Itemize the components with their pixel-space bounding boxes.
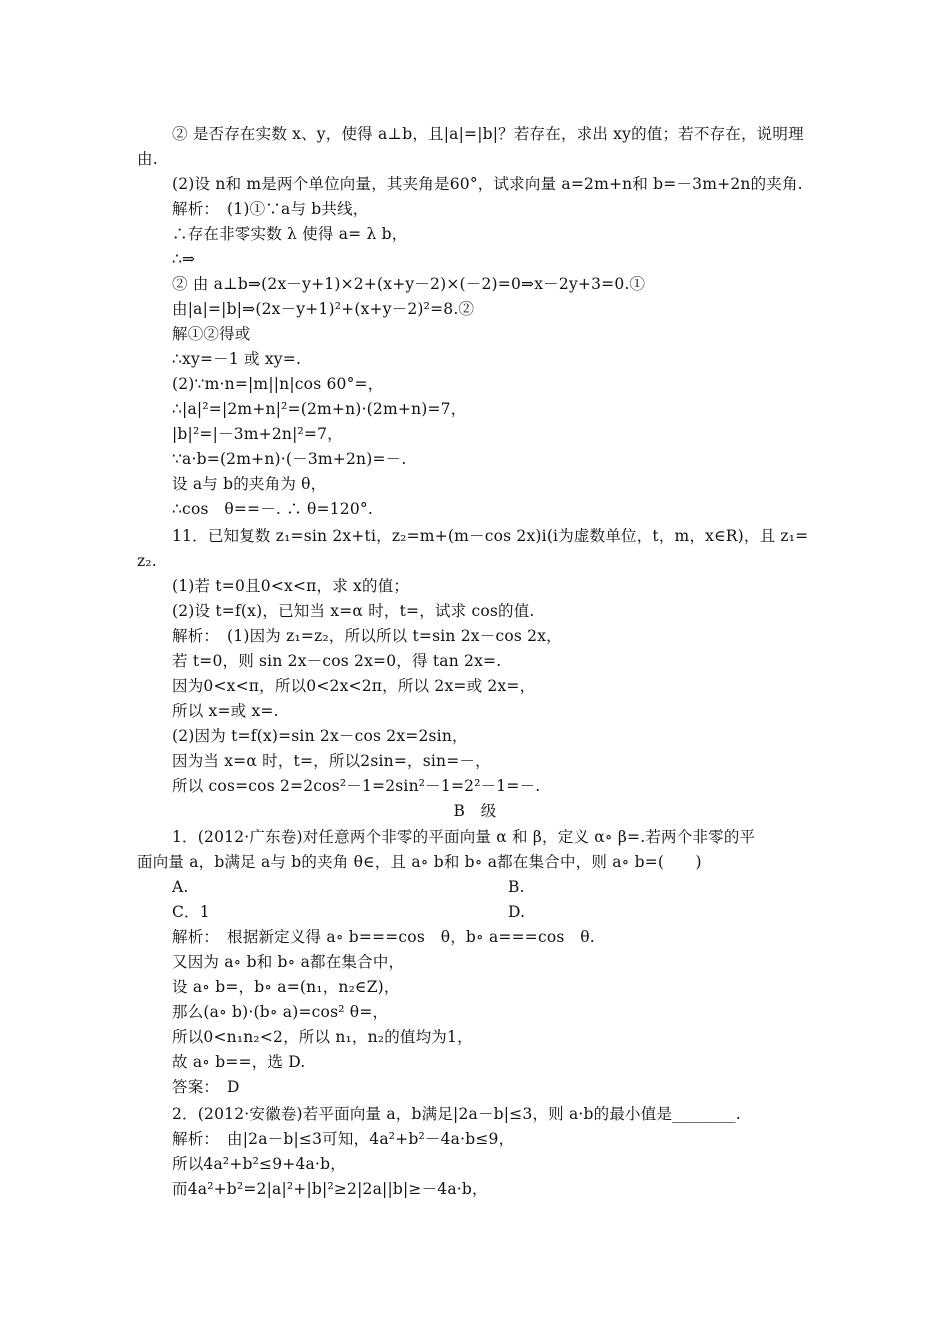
text-line: 解①②得或 <box>172 325 251 343</box>
text-line: z₂. <box>137 552 157 570</box>
text-line: 那么(a∘ b)·(b∘ a)=cos² θ=， <box>172 1003 389 1021</box>
text-line: 设 a∘ b=，b∘ a=(n₁，n₂∈Z)， <box>172 978 400 996</box>
text-line: 故 a∘ b==，选 D. <box>172 1053 306 1071</box>
text-line: 11．已知复数 z₁=sin 2x+ti，z₂=m+(m－cos 2x)i(i为虚数单位，t，m，x∈R)，且 z₁= <box>172 527 809 545</box>
text-line: 而4a²+b²=2|a|²+|b|²≥2|2a||b|≥－4a·b， <box>172 1180 488 1198</box>
text-line: 解析： (1)①∵a与 b共线， <box>172 200 369 218</box>
text-line: (2)设 t=f(x)，已知当 x=α 时，t=，试求 cos的值. <box>172 602 535 620</box>
option-b: B. <box>508 878 525 896</box>
text-line: 2．(2012·安徽卷)若平面向量 a，b满足|2a－b|≤3，则 a·b的最小值是________. <box>172 1105 741 1123</box>
text-line: 1．(2012·广东卷)对任意两个非零的平面向量 α 和 β，定义 α∘ β=.若两个非零的平 <box>172 828 756 846</box>
option-c: C．1 <box>172 903 210 921</box>
text-line: ∴xy=－1 或 xy=. <box>172 350 302 368</box>
text-line: 所以 cos=cos 2=2cos²－1=2sin²－1=2²－1=－. <box>172 777 541 795</box>
text-line: ∵a·b=(2m+n)·(－3m+2n)=－. <box>172 450 407 468</box>
text-line: (2)∵m·n=|m||n|cos 60°=， <box>172 375 384 393</box>
text-line: ② 是否存在实数 x、y，使得 a⊥b，且|a|=|b|？若存在，求出 xy的值；若不存在，说明理 <box>172 125 804 143</box>
option-a: A. <box>172 878 189 896</box>
text-line: 又因为 a∘ b和 b∘ a都在集合中， <box>172 953 405 971</box>
text-line: 面向量 a，b满足 a与 b的夹角 θ∈，且 a∘ b和 b∘ a都在集合中，则 a∘ b=( ) <box>137 853 702 871</box>
text-line: ∴⇒ <box>172 250 196 268</box>
text-line: 因为0<x<π，所以0<2x<2π，所以 2x=或 2x=， <box>172 677 536 695</box>
text-line: 由. <box>137 150 158 168</box>
text-line: 解析： 根据新定义得 a∘ b===cos θ，b∘ a===cos θ. <box>172 928 595 946</box>
text-line: 所以 x=或 x=. <box>172 702 279 720</box>
text-line: ∴cos θ==－. ∴ θ=120°. <box>172 500 373 518</box>
text-line: 答案： D <box>172 1078 240 1096</box>
text-line: 所以4a²+b²≤9+4a·b， <box>172 1155 346 1173</box>
text-line: (2)因为 t=f(x)=sin 2x－cos 2x=2sin， <box>172 727 468 745</box>
text-line: ② 由 a⊥b⇒(2x－y+1)×2+(x+y－2)×(－2)=0⇒x－2y+3=0.① <box>172 275 646 293</box>
text-line: 因为当 x=α 时，t=，所以2sin=，sin=－， <box>172 752 491 770</box>
text-line: ∴|a|²=|2m+n|²=(2m+n)·(2m+n)=7， <box>172 400 467 418</box>
text-line: 设 a与 b的夹角为 θ， <box>172 475 327 493</box>
text-line: 解析： 由|2a－b|≤3可知，4a²+b²－4a·b≤9， <box>172 1130 515 1148</box>
text-line: (1)若 t=0且0<x<π，求 x的值； <box>172 577 410 595</box>
text-line: 解析： (1)因为 z₁=z₂，所以所以 t=sin 2x－cos 2x， <box>172 627 562 645</box>
section-heading: B 级 <box>453 802 497 820</box>
text-line: |b|²=|－3m+2n|²=7， <box>172 425 343 443</box>
text-line: (2)设 n和 m是两个单位向量，其夹角是60°，试求向量 a=2m+n和 b=－3m+2n的夹角. <box>172 175 803 193</box>
text-line: 由|a|=|b|⇒(2x－y+1)²+(x+y－2)²=8.② <box>172 300 475 318</box>
text-line: 所以0<n₁n₂<2，所以 n₁，n₂的值均为1， <box>172 1028 473 1046</box>
text-line: 若 t=0，则 sin 2x－cos 2x=0，得 tan 2x=. <box>172 652 502 670</box>
text-line: ∴存在非零实数 λ 使得 a= λ b， <box>172 225 408 243</box>
option-d: D. <box>508 903 526 921</box>
